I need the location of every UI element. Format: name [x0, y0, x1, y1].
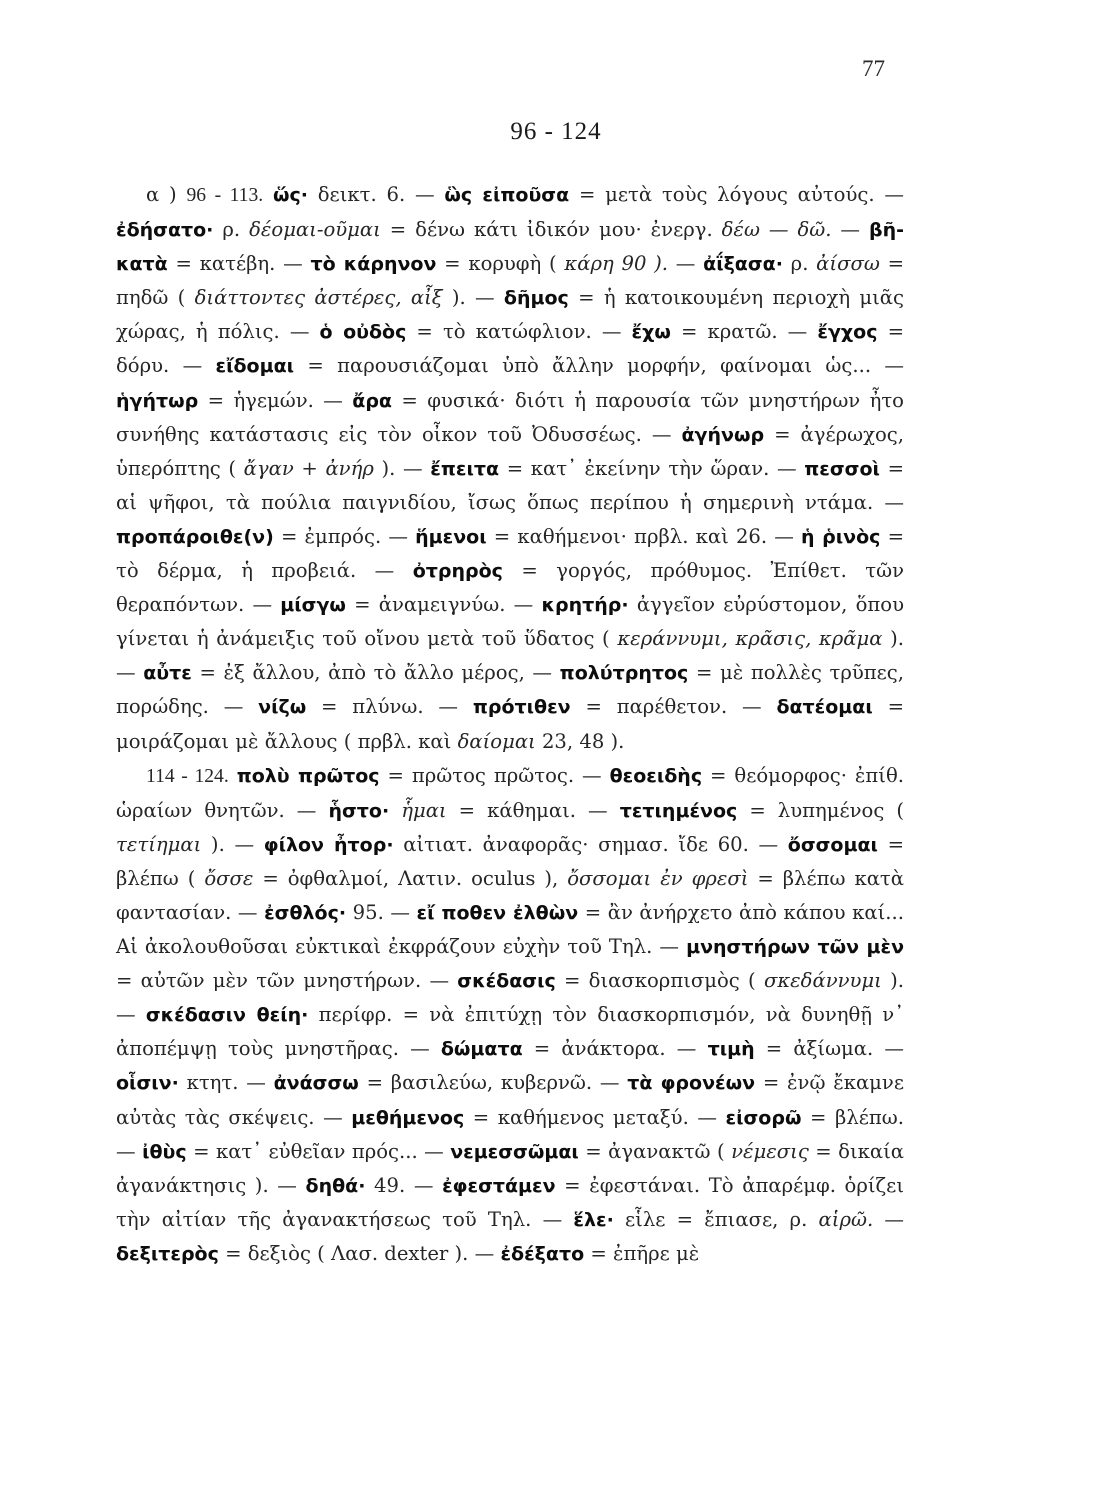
gloss: = παρουσιάζομαι ὑπὸ ἄλλην μορφήν, φαίνομαι ὡς... —	[294, 354, 904, 378]
italic-note: σκεδάννυμι	[763, 969, 882, 993]
lemma: ἡγήτωρ	[116, 389, 199, 412]
lemma: αὖτε	[143, 662, 192, 685]
lemma: ἕλε·	[573, 1208, 614, 1231]
gloss: = αὐτῶν μὲν τῶν μνηστήρων. —	[116, 969, 458, 993]
paragraph-96-113	[116, 178, 904, 759]
lemma: πεσσοὶ	[804, 457, 880, 480]
lemma: τετιημένος	[619, 799, 738, 822]
gloss: ). —	[201, 832, 264, 856]
lemma: ἰθὺς	[142, 1140, 187, 1163]
gloss: = κατέβη. —	[167, 252, 311, 276]
gloss: = πλύνω. —	[306, 695, 473, 719]
gloss: = μοιράζομαι μὲ ἄλλους ( πρβλ. καὶ	[116, 695, 904, 753]
lemma: ἔχω	[631, 321, 671, 344]
gloss: περίφρ. = νὰ ἐπιτύχῃ τὸν διασκορπισμόν, νὰ δυνηθῇ ν᾽ ἀποπέμψῃ τοὺς μνηστῆρας. —	[116, 1003, 904, 1061]
lemma: δηθά·	[305, 1174, 366, 1197]
lemma: κρητήρ·	[541, 594, 629, 617]
gloss: = αἱ ψῆφοι, τὰ πούλια παιγνιδίου, ἴσως ὅπως περίπου ἡ σημερινὴ ντάμα. —	[116, 456, 904, 514]
gloss	[389, 799, 401, 822]
gloss: = γοργός, πρόθυμος. Ἐπίθετ. τῶν θεραπόντων. —	[116, 559, 904, 617]
gloss: ). —	[116, 969, 904, 1027]
lemma: φίλον ἦτορ·	[263, 833, 394, 856]
gloss: = θεόμορφος· ἐπίθ. ὡραίων θνητῶν. —	[116, 763, 904, 822]
lemma: μνηστήρων τῶν μὲν	[686, 936, 905, 959]
gloss: 95. —	[346, 900, 417, 924]
lemma: νεμεσσῶμαι	[450, 1140, 579, 1163]
italic-note: κάρη 90 ).	[564, 252, 669, 276]
commentary-body	[116, 178, 904, 1271]
italic-note: αἱρῶ.	[818, 1207, 874, 1231]
gloss: —	[831, 218, 869, 242]
gloss: = λυπημένος (	[737, 798, 904, 822]
lemma: θεοειδὴς	[609, 764, 703, 787]
lemma: ἄρα	[352, 389, 392, 412]
gloss: = μὲ πολλὲς τρῦπες, πορώδης. —	[116, 661, 905, 719]
gloss: = τὸ δέρμα, ἡ προβειά. —	[116, 524, 904, 583]
gloss: = τὸ κατώφλιον. —	[406, 320, 632, 344]
gloss: = καθήμενοι· πρβλ. καὶ 26. —	[486, 524, 802, 548]
gloss: = διασκορπισμὸς (	[555, 969, 764, 993]
gloss: = πρῶτος πρῶτος. —	[379, 763, 610, 787]
lemma: ὁ οὐδὸς	[319, 321, 407, 344]
lemma: δώματα	[440, 1038, 523, 1061]
gloss: 23, 48 ).	[535, 729, 625, 753]
gloss: = ἀξίωμα. —	[754, 1037, 904, 1061]
italic-note: ἧμαι	[401, 798, 447, 822]
gloss: δεικτ. 6. —	[307, 183, 445, 206]
gloss: = δένω κάτι ἰδικόν μου· ἐνεργ.	[380, 218, 722, 242]
line-range: 96 - 113.	[186, 185, 264, 206]
gloss: ἀγγεῖον εὐρύστομον, ὅπου γίνεται ἡ ἀνάμειξις τοῦ οἴνου μετὰ τοῦ ὕδατος (	[116, 593, 905, 651]
lemma: εἰσορῶ	[725, 1106, 802, 1129]
lemma: μίσγω	[280, 594, 346, 617]
gloss: 49. —	[365, 1173, 443, 1197]
lemma: δῆμος	[503, 287, 569, 310]
italic-note: ἀίσσω	[816, 252, 880, 276]
italic-note: νέμεσις	[731, 1139, 809, 1163]
gloss: = βασιλεύω, κυβερνῶ. —	[358, 1071, 628, 1095]
gloss: = βλέπω. —	[116, 1105, 904, 1163]
gloss: = δικαία ἀγανάκτησις ). —	[116, 1139, 905, 1197]
line-range: 114 - 124.	[146, 765, 229, 787]
gloss: = ἐξ ἄλλου, ἀπὸ τὸ ἄλλο μέρος, —	[191, 661, 560, 685]
gloss: = ἐφεστάναι. Τὸ ἀπαρέμφ. ὁρίζει τὴν αἰτίαν τῆς ἀγανακτήσεως τοῦ Τηλ. —	[116, 1173, 904, 1231]
gloss: ). —	[116, 627, 904, 685]
lemma: δατέομαι	[776, 696, 873, 719]
lemma: ὣς εἰποῦσα	[444, 184, 570, 206]
gloss: ). —	[442, 286, 504, 310]
page-number: 77	[862, 56, 885, 81]
gloss: = ἐμπρός. —	[273, 524, 416, 548]
gloss: = κατ᾽ εὐθεῖαν πρός... —	[186, 1139, 451, 1163]
italic-note: δαίομαι	[457, 729, 536, 753]
gloss: = ἀναμειγνύω. —	[345, 593, 542, 617]
italic-note: κεράννυμι, κρᾶσις, κρᾶμα	[617, 627, 883, 651]
gloss: = δεξιὸς ( Λασ. dexter ). —	[218, 1241, 501, 1265]
lemma: πρότιθεν	[472, 696, 571, 719]
gloss: = παρέθετον. —	[570, 695, 777, 719]
gloss: = καθήμενος μεταξύ. —	[464, 1105, 726, 1129]
italic-note: διάττοντες ἀστέρες, αἶξ	[194, 286, 443, 310]
lemma: εἴδομαι	[215, 355, 295, 378]
lemma: οἷσιν·	[116, 1072, 179, 1095]
italic-note: τετίημαι	[116, 832, 202, 856]
italic-note: ὄσσε	[204, 866, 254, 890]
gloss: = βλέπω κατὰ φαντασίαν. —	[116, 866, 904, 924]
gloss: = φυσικά· διότι ἡ παρουσία τῶν μνηστήρων ἦτο συνήθης κατάστασις εἰς τὸν οἶκον τοῦ Ὀδυσσέως. —	[116, 388, 904, 446]
gloss: —	[873, 1207, 904, 1231]
section-heading: 96 - 124	[510, 118, 602, 145]
gloss: = ἀνάκτορα. —	[522, 1037, 708, 1061]
lemma: ἀΐξασα·	[703, 253, 783, 276]
lemma: ἐφεστάμεν	[442, 1174, 556, 1197]
lemma: πολύτρητος	[559, 662, 689, 685]
gloss: = ὀφθαλμοί, Λατιν. oculus ),	[253, 866, 568, 890]
gloss: = κάθημαι. —	[446, 798, 620, 822]
gloss: = ἡγεμών. —	[198, 388, 353, 412]
gloss: ρ.	[782, 252, 817, 276]
gloss: = δόρυ. —	[116, 320, 904, 378]
lemma: ὥς·	[272, 184, 308, 206]
gloss: = ἡ κατοικουμένη περιοχὴ μιᾶς χώρας, ἡ πόλις. —	[116, 286, 904, 344]
italic-note: ἄγαν + ἀνήρ	[243, 456, 374, 480]
italic-note: ὄσσομαι ἐν φρεσὶ	[567, 866, 749, 890]
gloss: = ἀγέρωχος, ὑπερόπτης (	[116, 422, 904, 480]
lemma: τὰ φρονέων	[627, 1072, 756, 1095]
gloss: = βλέπω (	[116, 832, 904, 890]
gloss: = ἐνῷ ἔκαμνε αὐτὰς τὰς σκέψεις. —	[116, 1071, 904, 1129]
gloss: = ἀγανακτῶ (	[578, 1139, 732, 1163]
gloss: εἷλε = ἔπιασε, ρ.	[613, 1207, 819, 1231]
lemma: ἡ ῥινὸς	[801, 525, 881, 548]
gloss: —	[668, 252, 704, 276]
gloss: ρ.	[213, 218, 250, 242]
lemma: ἀγήνωρ	[681, 423, 765, 446]
lemma: τιμὴ	[707, 1038, 755, 1061]
lemma: σκέδασιν θείη·	[145, 1004, 309, 1027]
lemma: νίζω	[258, 696, 307, 719]
gloss: = μετὰ τοὺς λόγους αὐτούς. —	[569, 183, 904, 206]
lemma: ἐσθλός·	[264, 901, 347, 924]
gloss: = κορυφὴ (	[436, 252, 565, 276]
gloss: = κρατῶ. —	[670, 320, 818, 344]
lemma: τὸ κάρηνον	[310, 253, 437, 276]
lemma: ἐδήσατο·	[116, 219, 214, 242]
paragraph-114-124	[116, 759, 904, 1271]
lemma: ἀνάσσω	[273, 1072, 359, 1095]
gloss: ). —	[373, 456, 431, 480]
lemma: ὀτρηρὸς	[412, 560, 503, 583]
gloss: αἰτιατ. ἀναφορᾶς· σημασ. ἴδε 60. —	[393, 832, 788, 856]
lemma: ἔγχος	[817, 321, 878, 344]
paragraph-label: α )	[146, 183, 177, 206]
lemma: σκέδασις	[457, 970, 556, 993]
gloss: = κατ᾽ ἐκείνην τὴν ὥραν. —	[499, 456, 805, 480]
lemma: ἐδέξατο	[500, 1242, 585, 1265]
gloss: = ἐπῆρε μὲ	[584, 1241, 700, 1265]
lemma: βῆ-κατὰ	[116, 219, 904, 276]
italic-note: δέομαι-οῦμαι	[249, 218, 381, 242]
lemma: ἥμενοι	[415, 525, 487, 548]
lemma: ὄσσομαι	[787, 833, 878, 856]
lemma: δεξιτερὸς	[116, 1242, 219, 1265]
lemma: μεθήμενος	[351, 1106, 465, 1129]
lemma: προπάροιθε(ν)	[116, 525, 274, 548]
italic-note: δέω — δῶ.	[721, 218, 832, 242]
lemma: ἔπειτα	[430, 457, 500, 480]
gloss: κτητ. —	[178, 1071, 274, 1095]
lemma: πολὺ πρῶτος	[236, 764, 380, 787]
lemma: εἴ ποθεν ἐλθὼν	[416, 901, 579, 924]
gloss: = ἂν ἀνήρχετο ἀπὸ κάπου καί... Αἱ ἀκολουθοῦσαι εὐκτικαὶ ἐκφράζουν εὐχὴν τοῦ Τηλ. —	[116, 900, 904, 959]
gloss: = πηδῶ (	[116, 252, 904, 310]
lemma: ἧστο·	[328, 799, 390, 822]
